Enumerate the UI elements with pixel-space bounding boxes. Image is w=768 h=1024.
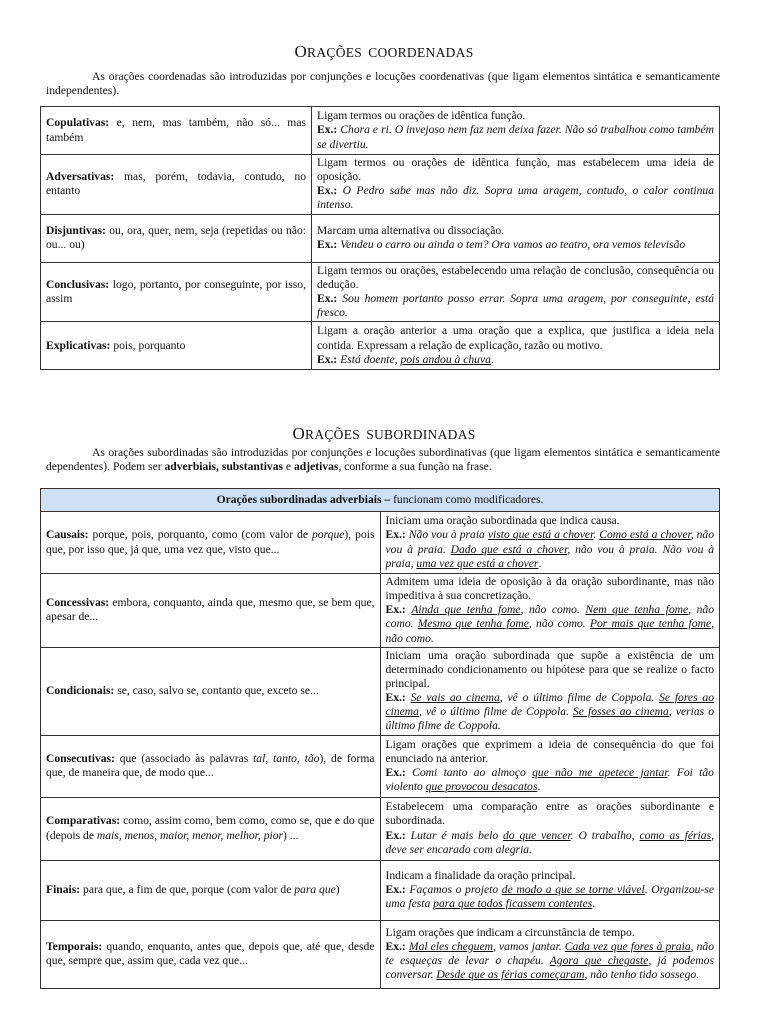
subordinadas-title: ORAÇÕES SUBORDINADAS bbox=[292, 424, 476, 443]
coordenadas-table bbox=[40, 106, 720, 370]
coordenadas-intro: As orações coordenadas são introduzidas por conjunções e locuções coordenativas (que ligam elementos sintática e semanticamente independentes). bbox=[46, 70, 720, 98]
table-row: Conclusivas: logo, portanto, por conseguinte, por isso, assim Ligam termos ou orações, estabelecendo uma relação de conclusão, consequência ou dedução. Ex.: Sou homem portanto posso errar. Sopra uma aragem, por conseguinte, está fresco. bbox=[41, 262, 720, 322]
table-header-row: Orações subordinadas adverbiais – funcionam como modificadores. bbox=[41, 489, 720, 512]
table-row: Consecutivas: que (associado às palavras tal, tanto, tão), de forma que, de maneira que, de modo que... Ligam orações que exprimem a ideia de consequência do que foi enunciado na anterior. Ex.: Comi tanto ao almoço que não me apetece jantar. Foi tão violento que provocou desacatos. bbox=[41, 735, 720, 797]
table-row: Adversativas: mas, porém, todavia, contudo, no entanto Ligam termos ou orações de idêntica função, mas estabelecem uma ideia de oposição. Ex.: O Pedro sabe mas não diz. Sopra uma aragem, contudo, o calor continua intenso. bbox=[41, 155, 720, 215]
table-row: Comparativas: como, assim como, bem como, como se, que e do que (depois de mais, menos, maior, menor, melhor, pior) ... Estabelecem uma comparação entre as orações subordinante e subordinada. Ex.: Lutar é mais belo do que vencer. O trabalho, como as férias, deve ser encarado com alegria. bbox=[41, 797, 720, 860]
table-row: Finais: para que, a fim de que, porque (com valor de para que) Indicam a finalidade da oração principal. Ex.: Façamos o projeto de modo a que se torne viável. Organizou-se uma festa para que todos ficassem contentes. bbox=[41, 860, 720, 920]
table-row: Temporais: quando, enquanto, antes que, depois que, até que, desde que, sempre que, assim que, cada vez que... Ligam orações que indicam a circunstância de tempo. Ex.: Mal eles cheguem, vamos jantar. Cada vez que fores à praia, não te esqueças de levar o chapéu. Agora que chegaste, já podemos conversar. Desde que as férias começaram, não tenho tido sossego. bbox=[41, 920, 720, 988]
table-row: Condicionais: se, caso, salvo se, contanto que, exceto se... Iniciam uma oração subordinada que supõe a existência de um determinado condicionamento ou hipótese para que se realize o facto principal. Ex.: Se vais ao cinema, vê o último filme de Coppola. Se fores ao cinema, vê o último filme de Coppola. Se fosses ao cinema, verias o último filme de Coppola. bbox=[41, 647, 720, 735]
table-row: Causais: porque, pois, porquanto, como (com valor de porque), pois que, por isso que, já que, uma vez que, visto que... Iniciam uma oração subordinada que indica causa. Ex.: Não vou à praia visto que está a chover. Como está a chover, não vou à praia. Dado que está a chover, não vou à praia. Não vou à praia, uma vez que está a chover. bbox=[41, 512, 720, 574]
subordinadas-table bbox=[40, 488, 720, 989]
table-row: Explicativas: pois, porquanto Ligam a oração anterior a uma oração que a explica, que justifica a ideia nela contida. Expressam a relação de explicação, razão ou motivo. Ex.: Está doente, pois andou à chuva. bbox=[41, 322, 720, 370]
table-row: Copulativas: e, nem, mas também, não só... mas também Ligam termos ou orações de idêntica função. Ex.: Chora e ri. O invejoso nem faz nem deixa fazer. Não só trabalhou como também se divertiu. bbox=[41, 107, 720, 155]
subordinadas-intro: As orações subordinadas são introduzidas por conjunções e locuções subordinativas (que ligam elementos sintática e semanticamente dependentes). Podem ser adverbiais, substantivas e adjetivas, conforme a sua função na frase. bbox=[46, 446, 720, 474]
coordenadas-title: ORAÇÕES COORDENADAS bbox=[294, 42, 474, 61]
table-row: Concessivas: embora, conquanto, ainda que, mesmo que, se bem que, apesar de... Admitem uma ideia de oposição à da oração subordinante, mas não impeditiva à sua concretização. Ex.: Ainda que tenha fome, não como. Nem que tenha fome, não como. Mesmo que tenha fome, não como. Por mais que tenha fome, não como. bbox=[41, 574, 720, 648]
table-row: Disjuntivas: ou, ora, quer, nem, seja (repetidas ou não: ou... ou) Marcam uma alternativa ou dissociação. Ex.: Vendeu o carro ou ainda o tem? Ora vamos ao teatro, ora vemos televisão bbox=[41, 214, 720, 262]
